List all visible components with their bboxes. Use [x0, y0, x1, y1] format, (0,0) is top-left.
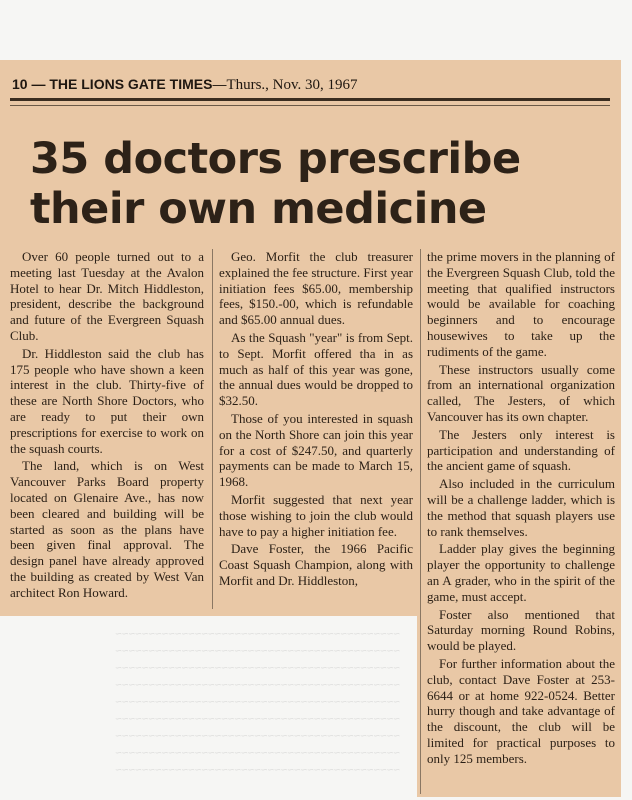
paragraph: Dr. Hiddleston said the club has 175 people who have shown a keen interest in the club. Thirty-five of these are North Shore Doctors, who are ready to put their own prescriptions for exercise to work on the squash courts.	[10, 345, 204, 456]
paragraph: Over 60 people turned out to a meeting last Tuesday at the Avalon Hotel to hear Dr. Mitch Hiddleston, president, describe the background and future of the Evergreen Squash Club.	[10, 249, 204, 343]
paragraph: Geo. Morfit the club treasurer explained the fee structure. First year initiation fees $65.00, membership fees, $150.-00, which is refundable and $65.00 annual dues.	[219, 249, 413, 328]
paragraph: Ladder play gives the beginning player the opportunity to challenge an A grader, who in the spirit of the game, must accept.	[427, 541, 615, 604]
paragraph: Dave Foster, the 1966 Pacific Coast Squash Champion, along with Morfit and Dr. Hiddleston,	[219, 541, 413, 588]
paragraph: These instructors usually come from an international organization called, The Jesters, of which Vancouver has its own chapter.	[427, 361, 615, 424]
paragraph: For further information about the club, contact Dave Foster at 253-6644 or at home 922-0524. Better hurry though and take advantage of the discount, the club will be limited for practical purposes to only 125 members.	[427, 655, 615, 766]
article-column-2	[219, 249, 413, 589]
article-headline	[30, 134, 610, 234]
issue-date: Thurs., Nov. 30, 1967	[226, 77, 358, 93]
masthead-rule	[10, 98, 610, 101]
page-number: 10	[12, 76, 28, 92]
paragraph: Those of you interested in squash on the North Shore can join this year for a cost of $247.50, and quarterly payments can be made to March 15, 1968.	[219, 410, 413, 490]
paragraph: Also included in the curriculum will be a challenge ladder, which is the method that squash players use to rank themselves.	[427, 476, 615, 539]
paragraph: The land, which is on West Vancouver Parks Board property located on Glenaire Ave., has now been cleared and building will be started as soon as the plans have been given final approval. The design panel have already approved the building as created by West Van architect Ron Howard.	[10, 458, 204, 600]
newspaper-name: THE LIONS GATE TIMES	[49, 76, 213, 92]
paragraph: The Jesters only interest is participation and understanding of the ancient game of squash.	[427, 426, 615, 474]
column-divider	[420, 249, 421, 794]
paragraph: Foster also mentioned that Saturday morning Round Robins, would be played.	[427, 606, 615, 654]
show-through-text: ~~~~~~~~~~~~~~~~~~~~~~~~~~~~~~~~~~~~~~~~~~~ ~~~~~~~~~~~~~~~~~~~~~~~~~~~~~~~~~~~~~~~~~~~ ~~~~~~~~~~~~~~~~~~~~~~~~~~~~~~~~~~~~~~~~~~~ ~~~~~~~~~~~~~~~~~~~~~~~~~~~~~~~~~~~~~~~~~~~ ~~~~~~~~~~~~~~~~~~~~~~~~~~~~~~~~~~~~~~~~~~~ ~~~~~~~~~~~~~~~~~~~~~~~~~~~~~~~~~~~~~~~~~~~ ~~~~~~~~~~~~~~~~~~~~~~~~~~~~~~~~~~~~~~~~~~~ ~~~~~~~~~~~~~~~~~~~~~~~~~~~~~~~~~~~~~~~~~~~ ~~~~~~~~~~~~~~~~~~~~~~~~~~~~~~~~~~~~~~~~~~~	[115, 627, 400, 776]
column-divider	[212, 249, 213, 609]
headline-line-1: 35 doctors prescribe	[30, 134, 521, 184]
masthead	[12, 76, 602, 94]
paragraph: the prime movers in the planning of the Evergreen Squash Club, told the meeting that qualified instructors would be available for coaching beginners and to encourage housewives to take up the rudiments of the game.	[427, 249, 615, 359]
masthead-rule-thin	[10, 105, 610, 106]
masthead-dash-2: —	[212, 76, 227, 92]
masthead-dash: —	[31, 76, 50, 92]
paragraph: Morfit suggested that next year those wishing to join the club would have to pay a higher initiation fee.	[219, 491, 413, 539]
article-column-3	[427, 249, 615, 767]
article-column-1	[10, 249, 204, 601]
paragraph: As the Squash "year" is from Sept. to Sept. Morfit offered tha in as much as half of this year was gone, the annual dues would be dropped to $32.50.	[219, 329, 413, 409]
headline-line-2: their own medicine	[30, 184, 487, 234]
